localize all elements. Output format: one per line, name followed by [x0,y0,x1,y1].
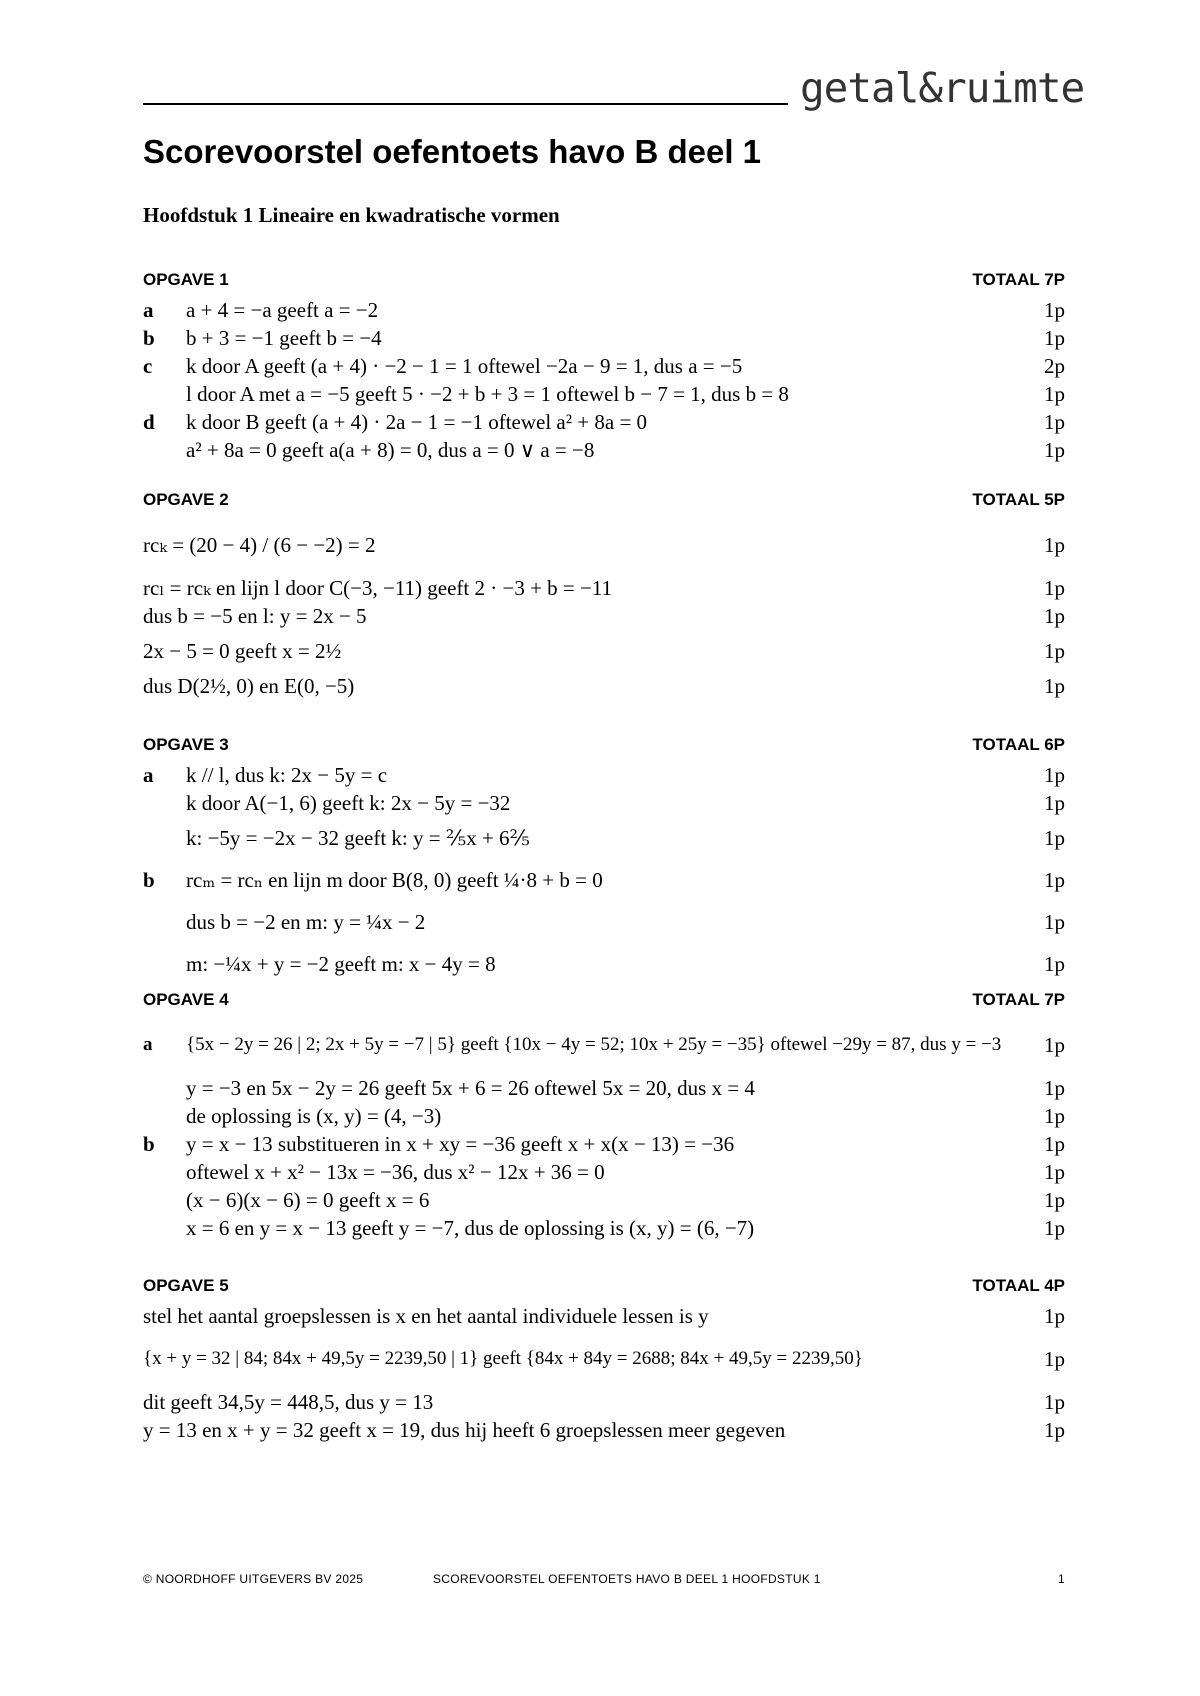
score-row [143,352,1065,380]
answer-text: y = −3 en 5x − 2y = 26 geeft 5x + 6 = 26 oftewel 5x = 20, dus x = 4 [186,1076,755,1100]
score-row [143,1330,1065,1388]
points: 1p [1044,1390,1065,1414]
score-row [143,1158,1065,1186]
section-total: TOTAAL 7P [972,990,1065,1009]
score-row [143,574,1065,602]
part-label: b [143,1132,155,1156]
score-row [143,1102,1065,1130]
points: 1p [1044,1160,1065,1184]
section-total: TOTAAL 4P [972,1276,1065,1295]
answer-text: dus b = −5 en l: y = 2x − 5 [143,604,367,628]
section-opgave-4 [143,990,1065,1242]
section-heading: OPGAVE 3 [143,735,229,754]
part-label: b [143,868,155,892]
score-row [143,1186,1065,1214]
section-opgave-2 [143,490,1065,700]
score-row [143,1214,1065,1242]
footer-doc-title: SCOREVOORSTEL OEFENTOETS HAVO B DEEL 1 HOOFDSTUK 1 [433,1572,821,1586]
points: 1p [1044,382,1065,406]
answer-text: (x − 6)(x − 6) = 0 geeft x = 6 [186,1188,430,1212]
score-row [143,1302,1065,1330]
score-row [143,380,1065,408]
points: 1p [1044,326,1065,350]
part-label: a [143,298,154,322]
page-title: Scorevoorstel oefentoets havo B deel 1 [143,133,762,170]
points: 1p [1044,1132,1065,1156]
score-row [143,761,1065,789]
points: 1p [1044,868,1065,892]
answer-text: dus b = −2 en m: y = ¼x − 2 [186,910,426,934]
answer-text: x = 6 en y = x − 13 geeft y = −7, dus de oplossing is (x, y) = (6, −7) [186,1216,755,1240]
answer-text: k door A geeft (a + 4) · −2 − 1 = 1 oftewel −2a − 9 = 1, dus a = −5 [186,354,743,378]
score-row [143,1416,1065,1444]
points: 1p [1044,410,1065,434]
score-row [143,789,1065,817]
header-rule [143,103,788,105]
answer-text: k door B geeft (a + 4) · 2a − 1 = −1 oftewel a² + 8a = 0 [186,410,648,434]
points: 1p [1044,1076,1065,1100]
points: 1p [1044,1188,1065,1212]
points: 1p [1044,576,1065,600]
section-heading: OPGAVE 2 [143,490,229,509]
points: 1p [1044,791,1065,815]
section-opgave-1 [143,270,1065,464]
points: 1p [1044,438,1065,462]
section-opgave-3 [143,735,1065,985]
score-row [143,943,1065,985]
points: 1p [1044,533,1065,557]
footer-copyright: © NOORDHOFF UITGEVERS BV 2025 [143,1572,364,1586]
score-row [143,1016,1065,1074]
chapter-heading: Hoofdstuk 1 Lineaire en kwadratische vormen [143,203,560,227]
answer-text: a + 4 = −a geeft a = −2 [186,298,379,322]
section-heading: OPGAVE 4 [143,990,229,1009]
section-total: TOTAAL 6P [972,735,1065,754]
points: 1p [1044,1104,1065,1128]
part-label: d [143,410,155,434]
points: 1p [1044,674,1065,698]
part-label: c [143,354,153,378]
answer-text: k door A(−1, 6) geeft k: 2x − 5y = −32 [186,791,511,815]
section-heading: OPGAVE 5 [143,1276,229,1295]
answer-text: 2x − 5 = 0 geeft x = 2½ [143,639,342,663]
score-row [143,901,1065,943]
answer-text: de oplossing is (x, y) = (4, −3) [186,1104,442,1128]
brand-logo: getal&ruimte [800,64,1085,112]
score-row [143,1388,1065,1416]
answer-text: y = 13 en x + y = 32 geeft x = 19, dus hij heeft 6 groepslessen meer gegeven [143,1418,786,1442]
points: 1p [1044,1304,1065,1328]
points: 1p [1044,1216,1065,1240]
score-row [143,1130,1065,1158]
points: 1p [1044,952,1065,976]
section-total: TOTAAL 5P [972,490,1065,509]
footer-page-number: 1 [1058,1572,1065,1586]
score-row [143,1074,1065,1102]
answer-text: k: −5y = −2x − 32 geeft k: y = ⅖x + 6⅖ [186,826,530,850]
score-row [143,859,1065,901]
score-row [143,436,1065,464]
points: 1p [1044,604,1065,628]
part-label: b [143,326,155,350]
points: 1p [1044,1033,1065,1057]
answer-text: rcₖ = (20 − 4) / (6 − −2) = 2 [143,533,376,557]
answer-text: m: −¼x + y = −2 geeft m: x − 4y = 8 [186,952,496,976]
answer-text: oftewel x + x² − 13x = −36, dus x² − 12x + 36 = 0 [186,1160,605,1184]
points: 2p [1044,354,1065,378]
points: 1p [1044,1418,1065,1442]
answer-text: dit geeft 34,5y = 448,5, dus y = 13 [143,1390,434,1414]
answer-text: rcₗ = rcₖ en lijn l door C(−3, −11) geeft 2 · −3 + b = −11 [143,576,613,600]
points: 1p [1044,763,1065,787]
points: 1p [1044,298,1065,322]
score-row [143,408,1065,436]
score-row [143,324,1065,352]
score-row [143,630,1065,672]
answer-text: a² + 8a = 0 geeft a(a + 8) = 0, dus a = 0 ∨ a = −8 [186,438,595,462]
answer-text: stel het aantal groepslessen is x en het aantal individuele lessen is y [143,1304,709,1328]
answer-text: {5x − 2y = 26 | 2; 2x + 5y = −7 | 5} geeft {10x − 4y = 52; 10x + 25y = −35} oftewel −29y = 87, dus y = −3 [186,1034,1002,1055]
points: 1p [1044,910,1065,934]
answer-text: y = x − 13 substitueren in x + xy = −36 geeft x + x(x − 13) = −36 [186,1132,735,1156]
answer-text: b + 3 = −1 geeft b = −4 [186,326,382,350]
score-row [143,296,1065,324]
score-row [143,672,1065,700]
answer-text: rcₘ = rcₙ en lijn m door B(8, 0) geeft ¼·8 + b = 0 [186,868,603,892]
points: 1p [1044,639,1065,663]
answer-text: {x + y = 32 | 84; 84x + 49,5y = 2239,50 | 1} geeft {84x + 84y = 2688; 84x + 49,5y = 2239,50} [143,1348,863,1369]
points: 1p [1044,1347,1065,1371]
part-label: a [143,1034,153,1055]
answer-text: dus D(2½, 0) en E(0, −5) [143,674,355,698]
answer-text: k // l, dus k: 2x − 5y = c [186,763,388,787]
score-row [143,602,1065,630]
points: 1p [1044,826,1065,850]
section-opgave-5 [143,1276,1065,1444]
answer-text: l door A met a = −5 geeft 5 · −2 + b + 3 = 1 oftewel b − 7 = 1, dus b = 8 [186,382,789,406]
section-total: TOTAAL 7P [972,270,1065,289]
section-heading: OPGAVE 1 [143,270,229,289]
part-label: a [143,763,154,787]
score-row [143,817,1065,859]
score-row [143,516,1065,574]
